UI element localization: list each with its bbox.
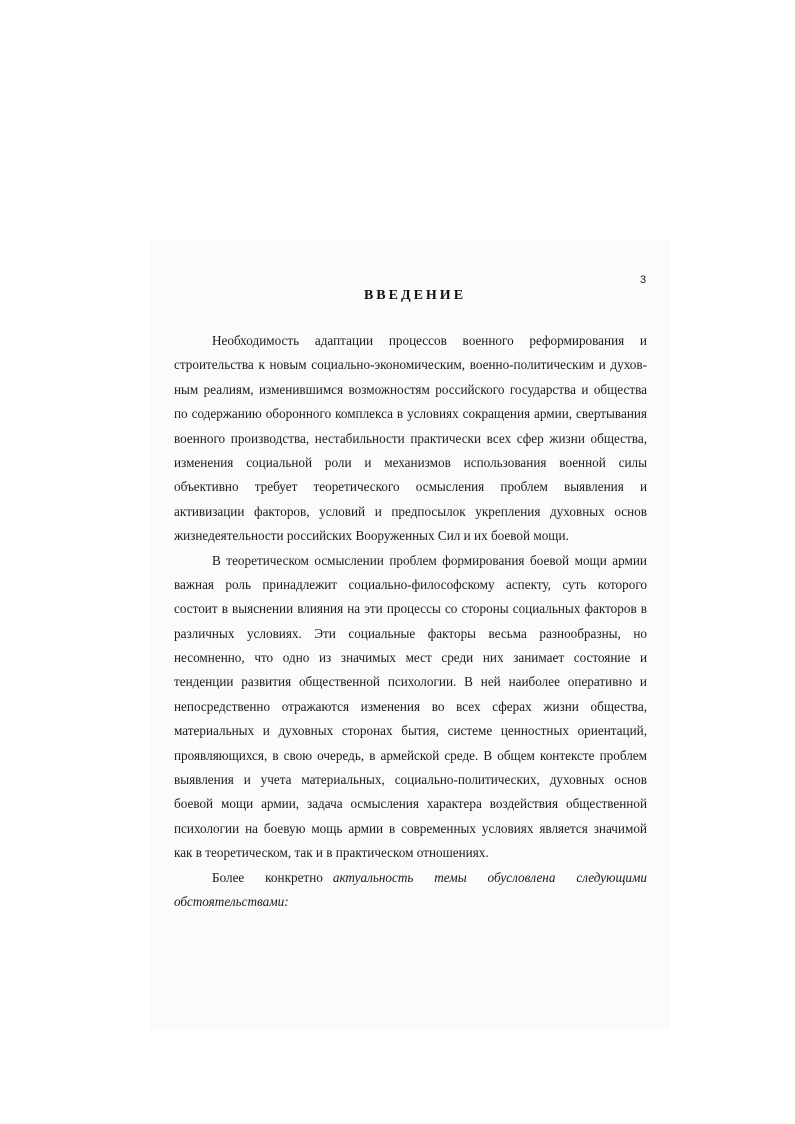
- paragraph-3-line-1: [174, 866, 647, 890]
- paragraph-2-line-9: проявляющихся, в свою очередь, в армейской среде. В общем контексте проблем: [174, 747, 647, 763]
- paragraph-2-line-7: непосредственно отражаются изменения во всех сферах жизни общества,: [174, 698, 647, 714]
- paragraph-1-line-4: по содержанию оборонного комплекса в условиях сокращения армии, свертывания: [174, 406, 647, 422]
- paragraph-3-line-2: обстоятельствами:: [174, 893, 289, 909]
- paragraph-1-line-6: изменения социальной роли и механизмов использования военной силы: [174, 454, 647, 470]
- paragraph-1-line-7: объективно требует теоретического осмысления проблем выявления и: [174, 479, 647, 495]
- paragraph-2-line-3: состоит в выяснении влияния на эти процессы со стороны социальных факторов в: [174, 601, 647, 617]
- paragraph-2-line-2: важная роль принадлежит социально-философскому аспекту, суть которого: [174, 576, 647, 592]
- paragraph-2-line-13: как в теоретическом, так и в практическом отношениях.: [174, 845, 489, 861]
- page-title: ВВЕДЕНИЕ: [363, 288, 467, 303]
- paragraph-3-italic-1: актуальность темы обусловлена следующими: [332, 869, 647, 885]
- paragraph-2-line-8: материальных и духовных сторонах бытия, системе ценностных ориентаций,: [174, 723, 647, 739]
- paragraph-2-line-1: В теоретическом осмыслении проблем формирования боевой мощи армии: [212, 552, 647, 568]
- paragraph-3-lead: Более конкретно: [212, 869, 323, 885]
- body-text: [174, 329, 647, 914]
- paragraph-1-line-5: военного производства, нестабильности практически всех сфер жизни общества,: [174, 430, 647, 446]
- paragraph-2-line-12: психологии на боевую мощь армии в современных условиях является значимой: [174, 820, 647, 836]
- paragraph-1-line-9: жизнедеятельности российских Вооруженных Сил и их боевой мощи.: [174, 528, 569, 544]
- page-number: 3: [640, 274, 647, 286]
- paragraph-2-line-4: различных условиях. Эти социальные факторы весьма разнообразны, но: [174, 625, 647, 641]
- paragraph-2-line-6: тенденции развития общественной психологии. В ней наиболее оперативно и: [174, 674, 647, 690]
- paragraph-1-line-8: активизации факторов, условий и предпосылок укрепления духовных основ: [174, 503, 647, 519]
- paragraph-1-line-2: строительства к новым социально-экономическим, военно-политическим и духов-: [174, 357, 647, 373]
- paragraph-2-line-11: боевой мощи армии, задача осмысления характера воздействия общественной: [174, 796, 647, 812]
- paragraph-2-line-5: несомненно, что одно из значимых мест среди них занимает состояние и: [174, 650, 647, 666]
- paragraph-1-line-1: Необходимость адаптации процессов военного реформирования и: [212, 333, 647, 348]
- paragraph-2-line-10: выявления и учета материальных, социально-политических, духовных основ: [174, 772, 647, 788]
- paragraph-1-line-3: ным реалиям, изменившимся возможностям российского государства и общества: [174, 381, 647, 397]
